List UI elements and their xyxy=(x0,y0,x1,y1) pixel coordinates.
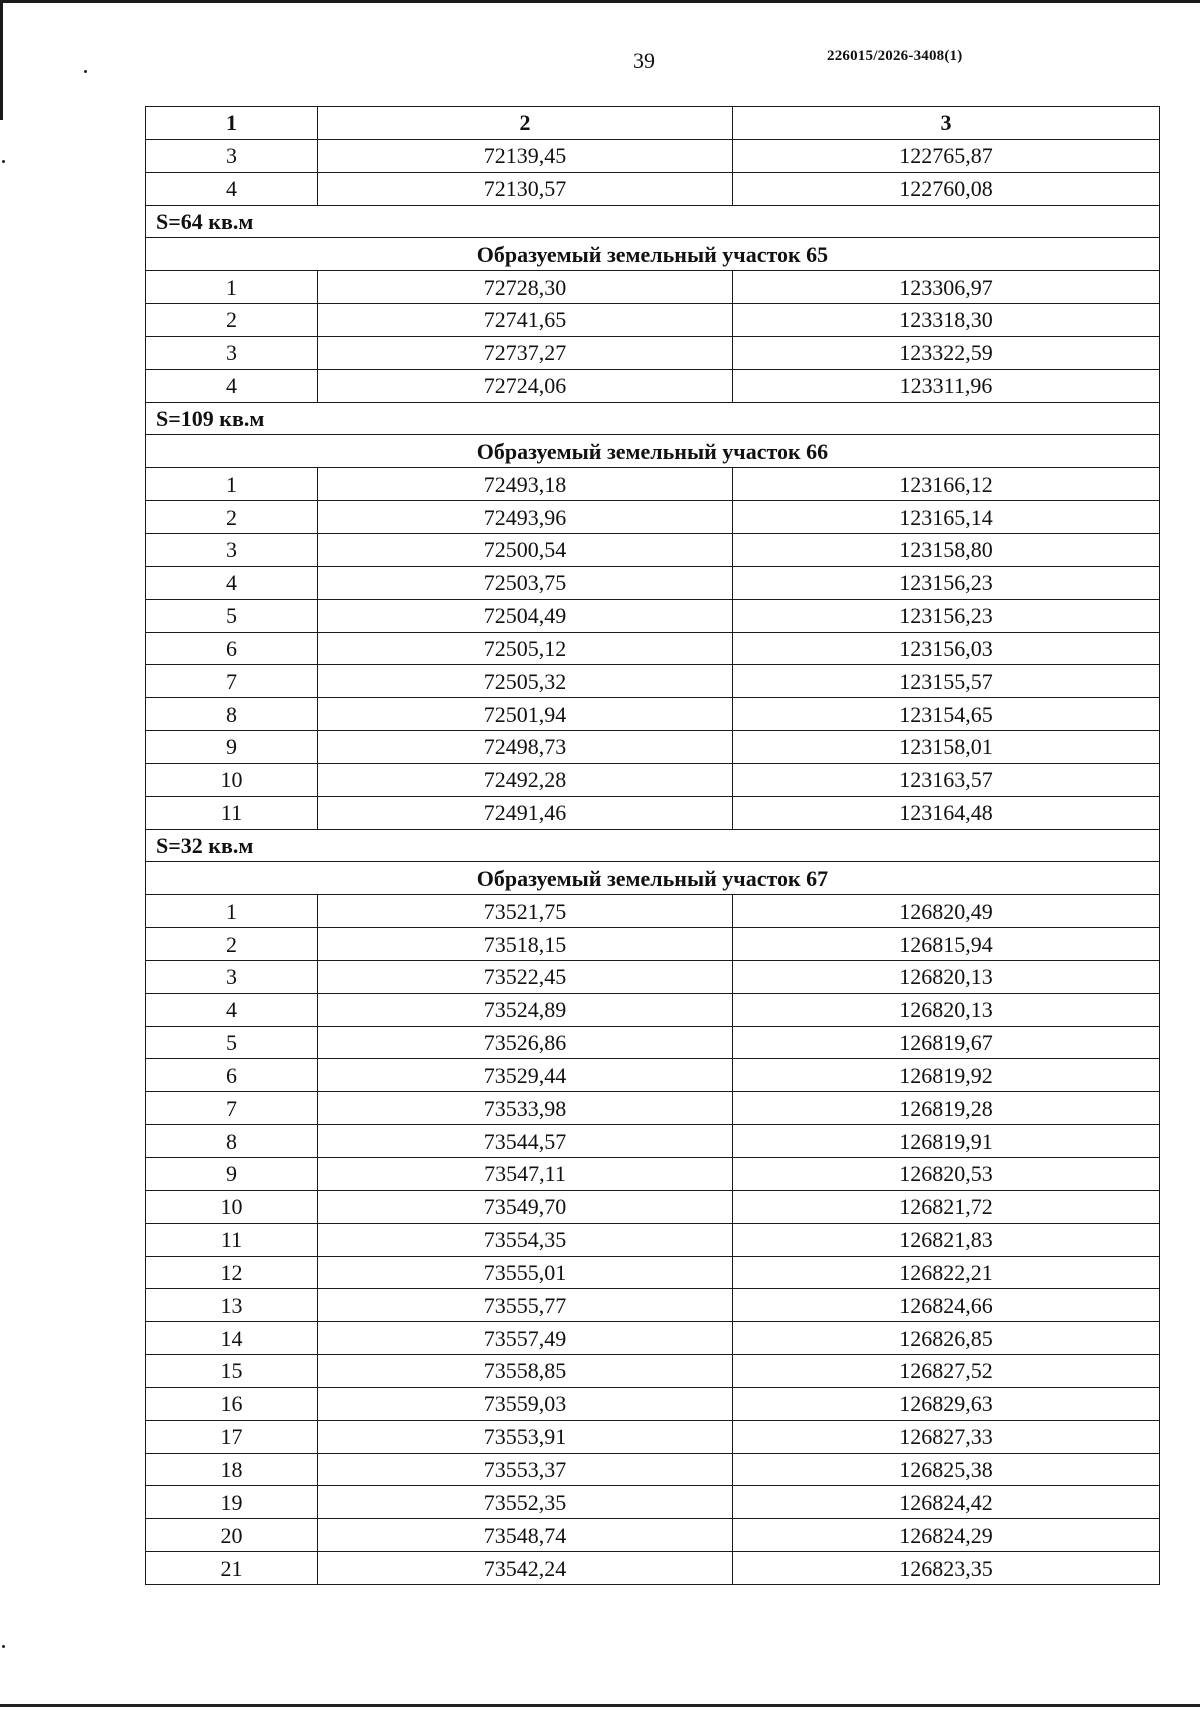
coordinate-x-cell: 72505,12 xyxy=(318,632,733,665)
table-row xyxy=(146,599,1160,632)
scan-edge-left xyxy=(0,0,3,120)
point-number-cell: 1 xyxy=(146,895,318,928)
point-number-cell: 6 xyxy=(146,1059,318,1092)
coordinate-x-cell: 73549,70 xyxy=(318,1190,733,1223)
coordinate-x-cell: 72130,57 xyxy=(318,172,733,205)
coordinate-y-cell: 126820,53 xyxy=(733,1158,1160,1191)
table-row xyxy=(146,763,1160,796)
point-number-cell: 17 xyxy=(146,1420,318,1453)
coordinate-x-cell: 72139,45 xyxy=(318,139,733,172)
table-row xyxy=(146,1420,1160,1453)
table-row xyxy=(146,501,1160,534)
scan-speck xyxy=(2,1645,5,1648)
point-number-cell: 11 xyxy=(146,1223,318,1256)
point-number-cell: 7 xyxy=(146,1092,318,1125)
coordinates-table xyxy=(145,106,1160,1585)
coordinate-y-cell: 126827,33 xyxy=(733,1420,1160,1453)
table-row xyxy=(146,1059,1160,1092)
coordinate-y-cell: 126827,52 xyxy=(733,1355,1160,1388)
scan-edge-bottom xyxy=(0,1704,1200,1707)
scan-edge-top xyxy=(0,0,1200,3)
coordinate-y-cell: 123318,30 xyxy=(733,304,1160,337)
table-row xyxy=(146,731,1160,764)
table-row xyxy=(146,533,1160,566)
table-row xyxy=(146,1256,1160,1289)
area-row xyxy=(146,402,1160,435)
coordinate-y-cell: 126815,94 xyxy=(733,928,1160,961)
table-row xyxy=(146,928,1160,961)
table-row xyxy=(146,172,1160,205)
point-number-cell: 5 xyxy=(146,1026,318,1059)
point-number-cell: 4 xyxy=(146,993,318,1026)
table-row xyxy=(146,1322,1160,1355)
plot-title-row xyxy=(146,238,1160,271)
point-number-cell: 18 xyxy=(146,1453,318,1486)
point-number-cell: 11 xyxy=(146,796,318,829)
point-number-cell: 10 xyxy=(146,1190,318,1223)
plot-title-row xyxy=(146,862,1160,895)
coordinate-y-cell: 123166,12 xyxy=(733,468,1160,501)
table-row xyxy=(146,468,1160,501)
point-number-cell: 2 xyxy=(146,304,318,337)
point-number-cell: 10 xyxy=(146,763,318,796)
coordinate-y-cell: 126820,49 xyxy=(733,895,1160,928)
point-number-cell: 4 xyxy=(146,369,318,402)
coordinate-y-cell: 123158,01 xyxy=(733,731,1160,764)
coordinate-x-cell: 72492,28 xyxy=(318,763,733,796)
coordinate-x-cell: 72737,27 xyxy=(318,336,733,369)
coordinate-y-cell: 126822,21 xyxy=(733,1256,1160,1289)
coordinate-x-cell: 72503,75 xyxy=(318,566,733,599)
table-row xyxy=(146,1223,1160,1256)
point-number-cell: 6 xyxy=(146,632,318,665)
coordinate-y-cell: 123154,65 xyxy=(733,698,1160,731)
table-row xyxy=(146,632,1160,665)
table-row xyxy=(146,1092,1160,1125)
coordinate-x-cell: 73526,86 xyxy=(318,1026,733,1059)
coordinate-x-cell: 73522,45 xyxy=(318,960,733,993)
coordinates-table-body xyxy=(146,107,1160,1585)
coordinate-x-cell: 73529,44 xyxy=(318,1059,733,1092)
coordinate-y-cell: 126820,13 xyxy=(733,960,1160,993)
coordinate-y-cell: 123155,57 xyxy=(733,665,1160,698)
document-code: 226015/2026-3408(1) xyxy=(827,48,963,64)
table-row xyxy=(146,1552,1160,1585)
coordinate-y-cell: 122765,87 xyxy=(733,139,1160,172)
coordinate-x-cell: 72504,49 xyxy=(318,599,733,632)
coordinate-y-cell: 123311,96 xyxy=(733,369,1160,402)
coordinate-x-cell: 72491,46 xyxy=(318,796,733,829)
coordinate-y-cell: 126820,13 xyxy=(733,993,1160,1026)
table-row xyxy=(146,895,1160,928)
table-row xyxy=(146,993,1160,1026)
coordinate-y-cell: 126825,38 xyxy=(733,1453,1160,1486)
coordinate-x-cell: 73559,03 xyxy=(318,1387,733,1420)
area-label: S=64 кв.м xyxy=(146,205,1160,238)
coordinate-x-cell: 72728,30 xyxy=(318,271,733,304)
coordinate-y-cell: 123156,23 xyxy=(733,599,1160,632)
table-row xyxy=(146,1519,1160,1552)
coordinate-y-cell: 122760,08 xyxy=(733,172,1160,205)
coordinate-y-cell: 126819,92 xyxy=(733,1059,1160,1092)
coordinate-y-cell: 126824,42 xyxy=(733,1486,1160,1519)
coordinate-x-cell: 72724,06 xyxy=(318,369,733,402)
point-number-cell: 19 xyxy=(146,1486,318,1519)
coordinate-x-cell: 73524,89 xyxy=(318,993,733,1026)
point-number-cell: 12 xyxy=(146,1256,318,1289)
coordinate-y-cell: 126823,35 xyxy=(733,1552,1160,1585)
table-row xyxy=(146,1387,1160,1420)
column-header-2: 2 xyxy=(318,107,733,140)
coordinate-y-cell: 126821,72 xyxy=(733,1190,1160,1223)
scan-speck xyxy=(2,160,5,163)
coordinate-x-cell: 72493,96 xyxy=(318,501,733,534)
table-header-row xyxy=(146,107,1160,140)
plot-title: Образуемый земельный участок 67 xyxy=(146,862,1160,895)
coordinate-x-cell: 73557,49 xyxy=(318,1322,733,1355)
coordinate-y-cell: 126826,85 xyxy=(733,1322,1160,1355)
coordinate-x-cell: 72500,54 xyxy=(318,533,733,566)
coordinate-x-cell: 72505,32 xyxy=(318,665,733,698)
plot-title: Образуемый земельный участок 66 xyxy=(146,435,1160,468)
area-label: S=109 кв.м xyxy=(146,402,1160,435)
coordinate-y-cell: 126824,66 xyxy=(733,1289,1160,1322)
table-row xyxy=(146,139,1160,172)
coordinate-y-cell: 123156,03 xyxy=(733,632,1160,665)
coordinate-y-cell: 126824,29 xyxy=(733,1519,1160,1552)
table-row xyxy=(146,1453,1160,1486)
point-number-cell: 7 xyxy=(146,665,318,698)
table-row xyxy=(146,665,1160,698)
table-row xyxy=(146,566,1160,599)
coordinate-y-cell: 123164,48 xyxy=(733,796,1160,829)
coordinate-x-cell: 73554,35 xyxy=(318,1223,733,1256)
coordinate-x-cell: 72493,18 xyxy=(318,468,733,501)
table-row xyxy=(146,1158,1160,1191)
point-number-cell: 4 xyxy=(146,566,318,599)
coordinate-y-cell: 123158,80 xyxy=(733,533,1160,566)
point-number-cell: 5 xyxy=(146,599,318,632)
coordinate-y-cell: 126819,91 xyxy=(733,1125,1160,1158)
coordinate-x-cell: 73521,75 xyxy=(318,895,733,928)
coordinate-x-cell: 73558,85 xyxy=(318,1355,733,1388)
table-row xyxy=(146,336,1160,369)
point-number-cell: 3 xyxy=(146,960,318,993)
coordinate-y-cell: 126821,83 xyxy=(733,1223,1160,1256)
area-row xyxy=(146,829,1160,862)
coordinate-y-cell: 126819,28 xyxy=(733,1092,1160,1125)
area-label: S=32 кв.м xyxy=(146,829,1160,862)
coordinate-y-cell: 123165,14 xyxy=(733,501,1160,534)
coordinate-x-cell: 72741,65 xyxy=(318,304,733,337)
point-number-cell: 3 xyxy=(146,533,318,566)
coordinate-x-cell: 73555,77 xyxy=(318,1289,733,1322)
table-row xyxy=(146,1190,1160,1223)
coordinate-x-cell: 73544,57 xyxy=(318,1125,733,1158)
point-number-cell: 14 xyxy=(146,1322,318,1355)
point-number-cell: 8 xyxy=(146,1125,318,1158)
point-number-cell: 16 xyxy=(146,1387,318,1420)
coordinate-y-cell: 126829,63 xyxy=(733,1387,1160,1420)
coordinate-x-cell: 72501,94 xyxy=(318,698,733,731)
table-row xyxy=(146,304,1160,337)
coordinate-y-cell: 126819,67 xyxy=(733,1026,1160,1059)
coordinate-x-cell: 73548,74 xyxy=(318,1519,733,1552)
table-row xyxy=(146,369,1160,402)
table-row xyxy=(146,960,1160,993)
coordinate-y-cell: 123156,23 xyxy=(733,566,1160,599)
point-number-cell: 1 xyxy=(146,271,318,304)
point-number-cell: 3 xyxy=(146,139,318,172)
column-header-3: 3 xyxy=(733,107,1160,140)
table-row xyxy=(146,1355,1160,1388)
coordinate-x-cell: 73533,98 xyxy=(318,1092,733,1125)
coordinate-x-cell: 73547,11 xyxy=(318,1158,733,1191)
coordinate-y-cell: 123306,97 xyxy=(733,271,1160,304)
point-number-cell: 4 xyxy=(146,172,318,205)
coordinate-x-cell: 73552,35 xyxy=(318,1486,733,1519)
plot-title: Образуемый земельный участок 65 xyxy=(146,238,1160,271)
table-row xyxy=(146,1026,1160,1059)
point-number-cell: 1 xyxy=(146,468,318,501)
coordinate-x-cell: 73553,91 xyxy=(318,1420,733,1453)
table-row xyxy=(146,271,1160,304)
page-number: 39 xyxy=(633,48,655,73)
point-number-cell: 9 xyxy=(146,1158,318,1191)
area-row xyxy=(146,205,1160,238)
point-number-cell: 2 xyxy=(146,501,318,534)
point-number-cell: 15 xyxy=(146,1355,318,1388)
column-header-1: 1 xyxy=(146,107,318,140)
coordinate-y-cell: 123322,59 xyxy=(733,336,1160,369)
coordinate-x-cell: 73518,15 xyxy=(318,928,733,961)
coordinate-x-cell: 73555,01 xyxy=(318,1256,733,1289)
point-number-cell: 8 xyxy=(146,698,318,731)
coordinate-x-cell: 73553,37 xyxy=(318,1453,733,1486)
coordinate-x-cell: 73542,24 xyxy=(318,1552,733,1585)
table-row xyxy=(146,796,1160,829)
table-row xyxy=(146,1289,1160,1322)
point-number-cell: 9 xyxy=(146,731,318,764)
plot-title-row xyxy=(146,435,1160,468)
point-number-cell: 20 xyxy=(146,1519,318,1552)
coordinate-x-cell: 72498,73 xyxy=(318,731,733,764)
point-number-cell: 13 xyxy=(146,1289,318,1322)
point-number-cell: 21 xyxy=(146,1552,318,1585)
point-number-cell: 2 xyxy=(146,928,318,961)
point-number-cell: 3 xyxy=(146,336,318,369)
scan-speck xyxy=(84,70,87,73)
table-row xyxy=(146,1486,1160,1519)
table-row xyxy=(146,698,1160,731)
coordinate-y-cell: 123163,57 xyxy=(733,763,1160,796)
table-row xyxy=(146,1125,1160,1158)
